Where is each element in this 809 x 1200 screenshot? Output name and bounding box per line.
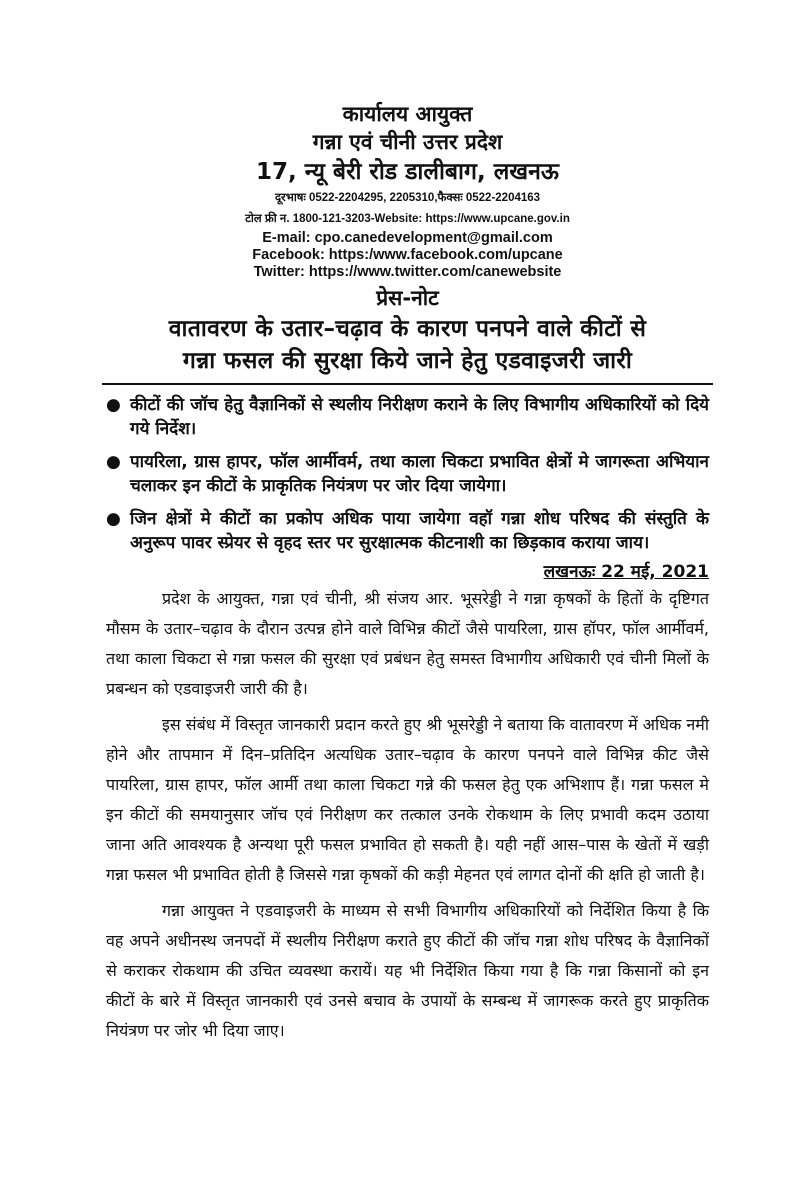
bullet-item — [106, 450, 709, 498]
body-paragraph: प्रदेश के आयुक्त, गन्ना एवं चीनी, श्री संजय आर. भूसरेड्डी ने गन्ना कृषकों के हितों के दृष्टिगत मौसम के उतार–चढ़ाव के दौरान उत्पन्न होने वाले विभिन्न कीटों जैसे पायरिला, ग्रास हॉपर, फॉल आर्मीवर्म, तथा काला चिकटा से गन्ना फसल की सुरक्षा एवं प्रबंधन हेतु समस्त विभागीय अधिकारी एवं चीनी मिलों के प्रबन्धन को एडवाइजरी जारी की है। — [106, 589, 709, 698]
email-address: E-mail: cpo.canedevelopment@gmail.com — [262, 230, 553, 246]
divider — [102, 383, 713, 385]
date-text: लखनऊः 22 मई, 2021 — [543, 562, 709, 582]
bullet-text: पायरिला, ग्रास हापर, फॉल आर्मीवर्म, तथा काला चिकटा प्रभावित क्षेत्रों मे जागरूता अभियान चलाकर इन कीटों के प्राकृतिक नियंत्रण पर जोर दिया जायेगा। — [130, 452, 709, 496]
twitter-link: Twitter: https://www.twitter.com/canewebsite — [253, 264, 562, 280]
bullet-text: कीटों की जॉच हेतु वैज्ञानिकों से स्थलीय निरीक्षण कराने के लिए विभागीय अधिकारियों को दिये गये निर्देश। — [130, 395, 709, 439]
bullet-text: जिन क्षेत्रों मे कीटों का प्रकोप अधिक पाया जायेगा वहॉ गन्ना शोध परिषद की संस्तुति के अनुरूप पावर स्प्रेयर से वृहद स्तर पर सुरक्षात्मक कीटनाशी का छिड़काव कराया जाय। — [130, 509, 709, 553]
tollfree-website: टोल फ्री न. 1800-121-3203-Website: https://www.upcane.gov.in — [245, 213, 570, 225]
letterhead — [106, 0, 709, 377]
body-paragraph: गन्ना आयुक्त ने एडवाइजरी के माध्यम से सभी विभागीय अधिकारियों को निर्देशित किया है कि वह अपने अधीनस्थ जनपदों में स्थलीय निरीक्षण कराते हुए कीटों की जॉच गन्ना शोध परिषद के वैज्ञानिकों से कराकर रोकथाम की उचित व्यवस्था करायें। यह भी निर्देशित किया गया है कि गन्ना किसानों को इन कीटों के बारे में विस्तृत जानकारी एवं उनसे बचाव के उपायों के सम्बन्ध में जागरूक करते हुए प्राकृतिक नियंत्रण पर जोर भी दिया जाए। — [106, 901, 709, 1040]
bullet-item — [106, 507, 709, 555]
body-paragraph: इस संबंध में विस्तृत जानकारी प्रदान करते हुए श्री भूसरेड्डी ने बताया कि वातावरण में अधिक नमी होने और तापमान में दिन–प्रतिदिन अत्यधिक उतार–चढ़ाव के कारण पनपने वाले विभिन्न कीट जैसे पायरिला, ग्रास हापर, फॉल आर्मी तथा काला चिकटा गन्ने की फसल हेतु एक अभिशाप हैं। गन्ना फसल मे इन कीटों की समयानुसार जॉच एवं निरीक्षण कर तत्काल उनके रोकथाम के लिए प्रभावी कदम उठाया जाना अति आवश्यक है अन्यथा पूरी फसल प्रभावित हो सकती है। यही नहीं आस–पास के खेतों में खड़ी गन्ना फसल भी प्रभावित होती है जिससे गन्ना कृषकों की कड़ी मेहनत एवं लागत दोनों की क्षति हो जाती है। — [106, 715, 709, 884]
bullet-icon: ● — [106, 452, 121, 472]
office-address: 17, न्यू बेरी रोड डालीबाग, लखनऊ — [256, 159, 559, 185]
bullet-icon: ● — [106, 395, 121, 415]
phone-fax: दूरभाषः 0522-2204295, 2205310,फैक्सः 0522-2204163 — [274, 192, 541, 204]
office-title: कार्यालय आयुक्त — [342, 102, 473, 126]
department-name: गन्ना एवं चीनी उत्तर प्रदेश — [312, 130, 503, 154]
dateline — [106, 560, 709, 584]
bullet-list — [106, 393, 709, 555]
facebook-link: Facebook: https:/www.facebook.com/upcane — [252, 247, 563, 263]
press-note-title: प्रेस-नोट — [376, 286, 439, 310]
subject-line-2: गन्ना फसल की सुरक्षा किये जाने हेतु एडवाइजरी जारी — [182, 348, 633, 374]
subject-line-1: वातावरण के उतार–चढ़ाव के कारण पनपने वाले कीटों से — [168, 316, 647, 342]
bullet-icon: ● — [106, 509, 121, 529]
bullet-item — [106, 393, 709, 441]
